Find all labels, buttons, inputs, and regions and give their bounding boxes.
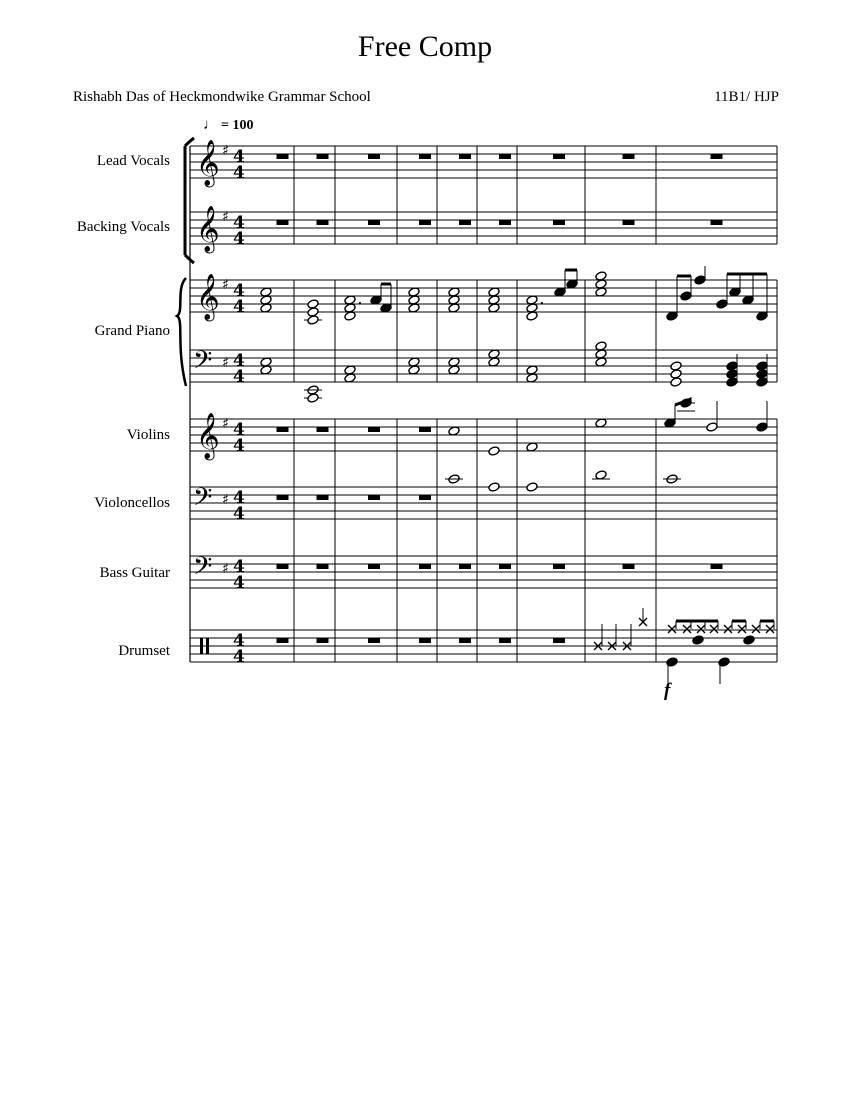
instrument-label-lead-vocals: Lead Vocals <box>96 153 170 169</box>
instrument-label-grand-piano: Grand Piano <box>94 323 170 339</box>
time-signature-numerator: 4 <box>233 351 245 371</box>
treble-clef-icon: 𝄞 <box>196 413 220 459</box>
chord-notehead <box>726 377 738 387</box>
whole-rest-icon <box>623 564 635 569</box>
bass-clef-icon: 𝄢 <box>193 552 213 587</box>
percussion-clef-icon <box>200 638 203 654</box>
whole-rest-icon <box>553 220 565 225</box>
whole-rest-icon <box>459 564 471 569</box>
whole-rest-icon <box>317 427 329 432</box>
whole-rest-icon <box>368 564 380 569</box>
whole-rest-icon <box>317 154 329 159</box>
whole-rest-icon <box>419 495 431 500</box>
time-signature-numerator: 4 <box>233 147 245 167</box>
whole-rest-icon <box>277 154 289 159</box>
half-notehead <box>706 422 718 432</box>
whole-rest-icon <box>277 495 289 500</box>
instrument-label-drumset: Drumset <box>118 643 170 659</box>
whole-rest-icon <box>623 154 635 159</box>
eighth-notehead <box>716 299 728 309</box>
whole-rest-icon <box>711 220 723 225</box>
time-signature-numerator: 4 <box>233 631 245 651</box>
chord-notehead <box>307 315 319 325</box>
whole-rest-icon <box>368 220 380 225</box>
score-title: Free Comp <box>357 30 493 63</box>
whole-rest-icon <box>368 427 380 432</box>
whole-rest-icon <box>553 638 565 643</box>
sharp-icon: ♯ <box>222 561 229 577</box>
whole-rest-icon <box>368 154 380 159</box>
instrument-label-violoncellos: Violoncellos <box>94 495 170 511</box>
time-signature-denominator: 4 <box>233 436 245 456</box>
treble-clef-icon: 𝄞 <box>196 140 220 186</box>
whole-note <box>488 446 500 456</box>
whole-rest-icon <box>277 427 289 432</box>
whole-rest-icon <box>459 154 471 159</box>
sharp-icon: ♯ <box>222 492 229 508</box>
whole-rest-icon <box>553 154 565 159</box>
whole-rest-icon <box>499 154 511 159</box>
dot: . <box>357 288 363 309</box>
tempo-value: = 100 <box>221 118 254 133</box>
dot: . <box>539 288 545 309</box>
time-signature-denominator: 4 <box>233 297 245 317</box>
sharp-icon: ♯ <box>222 355 229 371</box>
whole-rest-icon <box>459 220 471 225</box>
dynamic-forte: f <box>664 680 671 701</box>
quarter-notehead <box>756 422 768 432</box>
whole-rest-icon <box>711 564 723 569</box>
time-signature-numerator: 4 <box>233 420 245 440</box>
whole-rest-icon <box>317 495 329 500</box>
whole-rest-icon <box>368 495 380 500</box>
time-signature-denominator: 4 <box>233 229 245 249</box>
chord-notehead <box>756 377 768 387</box>
whole-rest-icon <box>277 564 289 569</box>
whole-rest-icon <box>317 564 329 569</box>
whole-rest-icon <box>499 564 511 569</box>
time-signature-denominator: 4 <box>233 504 245 524</box>
whole-rest-icon <box>419 638 431 643</box>
whole-rest-icon <box>277 220 289 225</box>
chord-notehead <box>307 393 319 403</box>
sharp-icon: ♯ <box>222 277 229 293</box>
eighth-notehead <box>680 291 692 301</box>
whole-note <box>526 482 538 492</box>
snare-notehead <box>692 635 704 645</box>
whole-rest-icon <box>419 220 431 225</box>
whole-rest-icon <box>711 154 723 159</box>
composer-credit: Rishabh Das of Heckmondwike Grammar School <box>73 89 371 105</box>
instrument-label-bass-guitar: Bass Guitar <box>99 565 170 581</box>
snare-notehead <box>743 635 755 645</box>
time-signature-numerator: 4 <box>233 488 245 508</box>
whole-rest-icon <box>419 564 431 569</box>
sharp-icon: ♯ <box>222 143 229 159</box>
whole-rest-icon <box>317 638 329 643</box>
time-signature-denominator: 4 <box>233 573 245 593</box>
instrument-label-violins: Violins <box>126 427 170 443</box>
quarter-note-icon: ♩ <box>203 117 218 133</box>
treble-clef-icon: 𝄞 <box>196 206 220 252</box>
whole-note <box>488 482 500 492</box>
whole-rest-icon <box>499 220 511 225</box>
treble-clef-icon: 𝄞 <box>196 274 220 320</box>
chord-notehead <box>670 377 682 387</box>
whole-rest-icon <box>459 638 471 643</box>
whole-rest-icon <box>368 638 380 643</box>
whole-rest-icon <box>419 154 431 159</box>
whole-rest-icon <box>277 638 289 643</box>
piano-brace <box>177 278 186 386</box>
whole-rest-icon <box>623 220 635 225</box>
sharp-icon: ♯ <box>222 416 229 432</box>
time-signature-denominator: 4 <box>233 163 245 183</box>
arranger-credit: 11B1/ HJP <box>714 89 779 105</box>
whole-rest-icon <box>419 427 431 432</box>
sharp-icon: ♯ <box>222 209 229 225</box>
time-signature-numerator: 4 <box>233 213 245 233</box>
instrument-label-backing-vocals: Backing Vocals <box>76 219 170 235</box>
bass-clef-icon: 𝄢 <box>193 483 213 518</box>
time-signature-numerator: 4 <box>233 281 245 301</box>
time-signature-denominator: 4 <box>233 647 245 667</box>
whole-rest-icon <box>553 564 565 569</box>
whole-rest-icon <box>499 638 511 643</box>
bass-clef-icon: 𝄢 <box>193 346 213 381</box>
time-signature-denominator: 4 <box>233 367 245 387</box>
eighth-notehead <box>694 275 706 285</box>
percussion-clef-icon <box>206 638 209 654</box>
time-signature-numerator: 4 <box>233 557 245 577</box>
whole-rest-icon <box>317 220 329 225</box>
